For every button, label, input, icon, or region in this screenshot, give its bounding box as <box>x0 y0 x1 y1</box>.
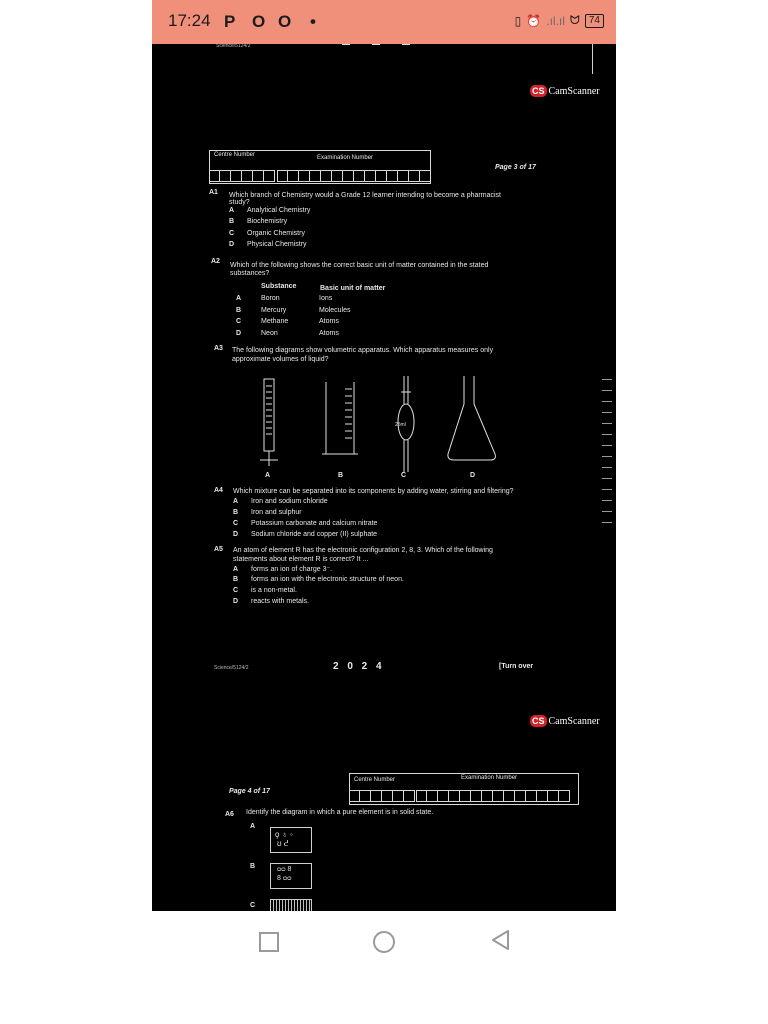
exam-number-label: Examination Number <box>317 155 374 161</box>
navigation-bar <box>0 911 768 1024</box>
camscanner-label: CamScanner <box>548 715 600 727</box>
answer-option: D Sodium chloride and copper (II) sulphate <box>233 531 378 538</box>
diagram-label: C <box>401 472 407 479</box>
footer-year: 2 0 2 4 <box>333 661 385 672</box>
answer-option: A forms an ion of charge 3⁻. <box>233 566 333 573</box>
status-bar <box>152 0 616 44</box>
page-edge <box>592 44 593 74</box>
signal-icon: .ıl.ıl <box>546 13 565 28</box>
table-header: Basic unit of matter <box>320 285 386 292</box>
document-viewer[interactable] <box>152 44 616 911</box>
answer-option: C is a non-metal. <box>233 587 297 594</box>
question-number: A3 <box>214 345 223 352</box>
volumetric-apparatus-diagram <box>242 374 512 474</box>
question-text: substances? <box>230 270 270 277</box>
centre-number-cells <box>349 790 415 802</box>
question-number: A1 <box>209 189 218 196</box>
particles-icon: ϙ ♁ ◦ <box>275 830 293 839</box>
notification-dot-icon: • <box>310 12 316 31</box>
exam-number-cells <box>416 790 570 802</box>
question-number: A4 <box>214 487 223 494</box>
table-header: Substance <box>261 283 297 290</box>
mixture-diagram-a <box>270 827 312 853</box>
diagram-label: A <box>250 823 256 830</box>
page-label: Page 3 of 17 <box>495 164 536 171</box>
question-text: An atom of element R has the electronic configuration 2, 8, 3. Which of the following <box>233 547 493 554</box>
table-row: A Boron Ions <box>236 295 333 302</box>
top-year-fragment <box>402 44 410 45</box>
answer-option: C Organic Chemistry <box>229 230 305 237</box>
notification-o-icon: O <box>252 12 266 31</box>
answer-option: C Potassium carbonate and calcium nitrate <box>233 520 378 527</box>
measuring-cylinder-icon <box>322 382 358 454</box>
particles-icon: ʊ ᕍ <box>277 839 289 848</box>
camscanner-watermark <box>530 715 600 727</box>
answer-option: A Iron and sodium chloride <box>233 498 328 505</box>
answer-option: B forms an ion with the electronic structure of neon. <box>233 576 404 583</box>
data-icon: ᗢ <box>569 13 580 27</box>
exam-number-label: Examination Number <box>461 775 518 781</box>
top-year-fragment <box>372 44 380 45</box>
question-number: A6 <box>225 811 234 818</box>
notification-p-icon: P <box>224 12 236 31</box>
question-text: statements about element R is correct? It ... <box>233 556 369 563</box>
answer-option: D Physical Chemistry <box>229 241 307 248</box>
pipette-label: 25ml <box>395 422 406 428</box>
particles-icon: 8 ᴑᴑ <box>277 875 292 882</box>
recent-apps-button[interactable] <box>259 932 279 952</box>
diagram-label: B <box>250 863 256 870</box>
diagram-label: B <box>338 472 344 479</box>
diagram-label: C <box>250 902 256 909</box>
camscanner-label: CamScanner <box>548 85 600 97</box>
centre-number-label: Centre Number <box>214 152 256 158</box>
centre-number-cells <box>209 170 275 182</box>
table-row: D Neon Atoms <box>236 330 339 337</box>
answer-option: B Biochemistry <box>229 218 288 225</box>
alarm-icon: ⏰ <box>526 13 542 28</box>
top-code: Science/5124/2 <box>216 44 251 49</box>
battery-icon: 74 <box>585 14 604 28</box>
vibrate-icon: ▯ <box>514 13 522 28</box>
diagram-label: D <box>470 472 476 479</box>
exam-number-cells <box>277 170 431 182</box>
burette-icon <box>260 379 278 466</box>
footer-code: Science/5124/2 <box>214 665 249 671</box>
home-button[interactable] <box>373 931 395 953</box>
back-button[interactable] <box>490 929 510 951</box>
question-text: The following diagrams show volumetric apparatus. Which apparatus measures only <box>232 347 494 354</box>
particles-diagram-b <box>270 863 312 889</box>
question-number: A5 <box>214 546 223 553</box>
scan-edge-artifact <box>602 374 612 524</box>
notification-o-icon: O <box>278 12 292 31</box>
turn-over-label: [Turn over <box>499 663 534 670</box>
particles-icon: ᴑᴑ 8 <box>277 866 292 873</box>
volumetric-flask-icon <box>448 376 496 460</box>
answer-option: A Analytical Chemistry <box>229 207 311 214</box>
top-year-fragment <box>342 44 350 45</box>
answer-option: D reacts with metals. <box>233 598 309 605</box>
camscanner-logo-icon: CS <box>532 86 545 96</box>
question-text: Which branch of Chemistry would a Grade 12 learner intending to become a pharmacist <box>229 192 501 199</box>
system-status <box>515 13 604 28</box>
question-text: Which of the following shows the correct basic unit of matter contained in the stated <box>230 262 489 269</box>
answer-option: B Iron and sulphur <box>233 509 302 516</box>
table-row: B Mercury Molecules <box>236 307 351 314</box>
solid-lattice-diagram-c <box>270 899 312 911</box>
question-text: study? <box>229 199 250 206</box>
question-text: Identify the diagram in which a pure element is in solid state. <box>246 809 434 816</box>
camscanner-logo-icon: CS <box>532 716 545 726</box>
clock: 17:24 <box>168 11 211 30</box>
diagram-label: A <box>265 472 271 479</box>
centre-number-label: Centre Number <box>354 777 396 783</box>
table-row: C Methane Atoms <box>236 318 339 325</box>
question-text: Which mixture can be separated into its components by adding water, stirring and filtering? <box>233 488 514 495</box>
page-label: Page 4 of 17 <box>229 788 270 795</box>
question-text: approximate volumes of liquid? <box>232 356 329 363</box>
camscanner-watermark <box>530 85 600 97</box>
question-number: A2 <box>211 258 220 265</box>
